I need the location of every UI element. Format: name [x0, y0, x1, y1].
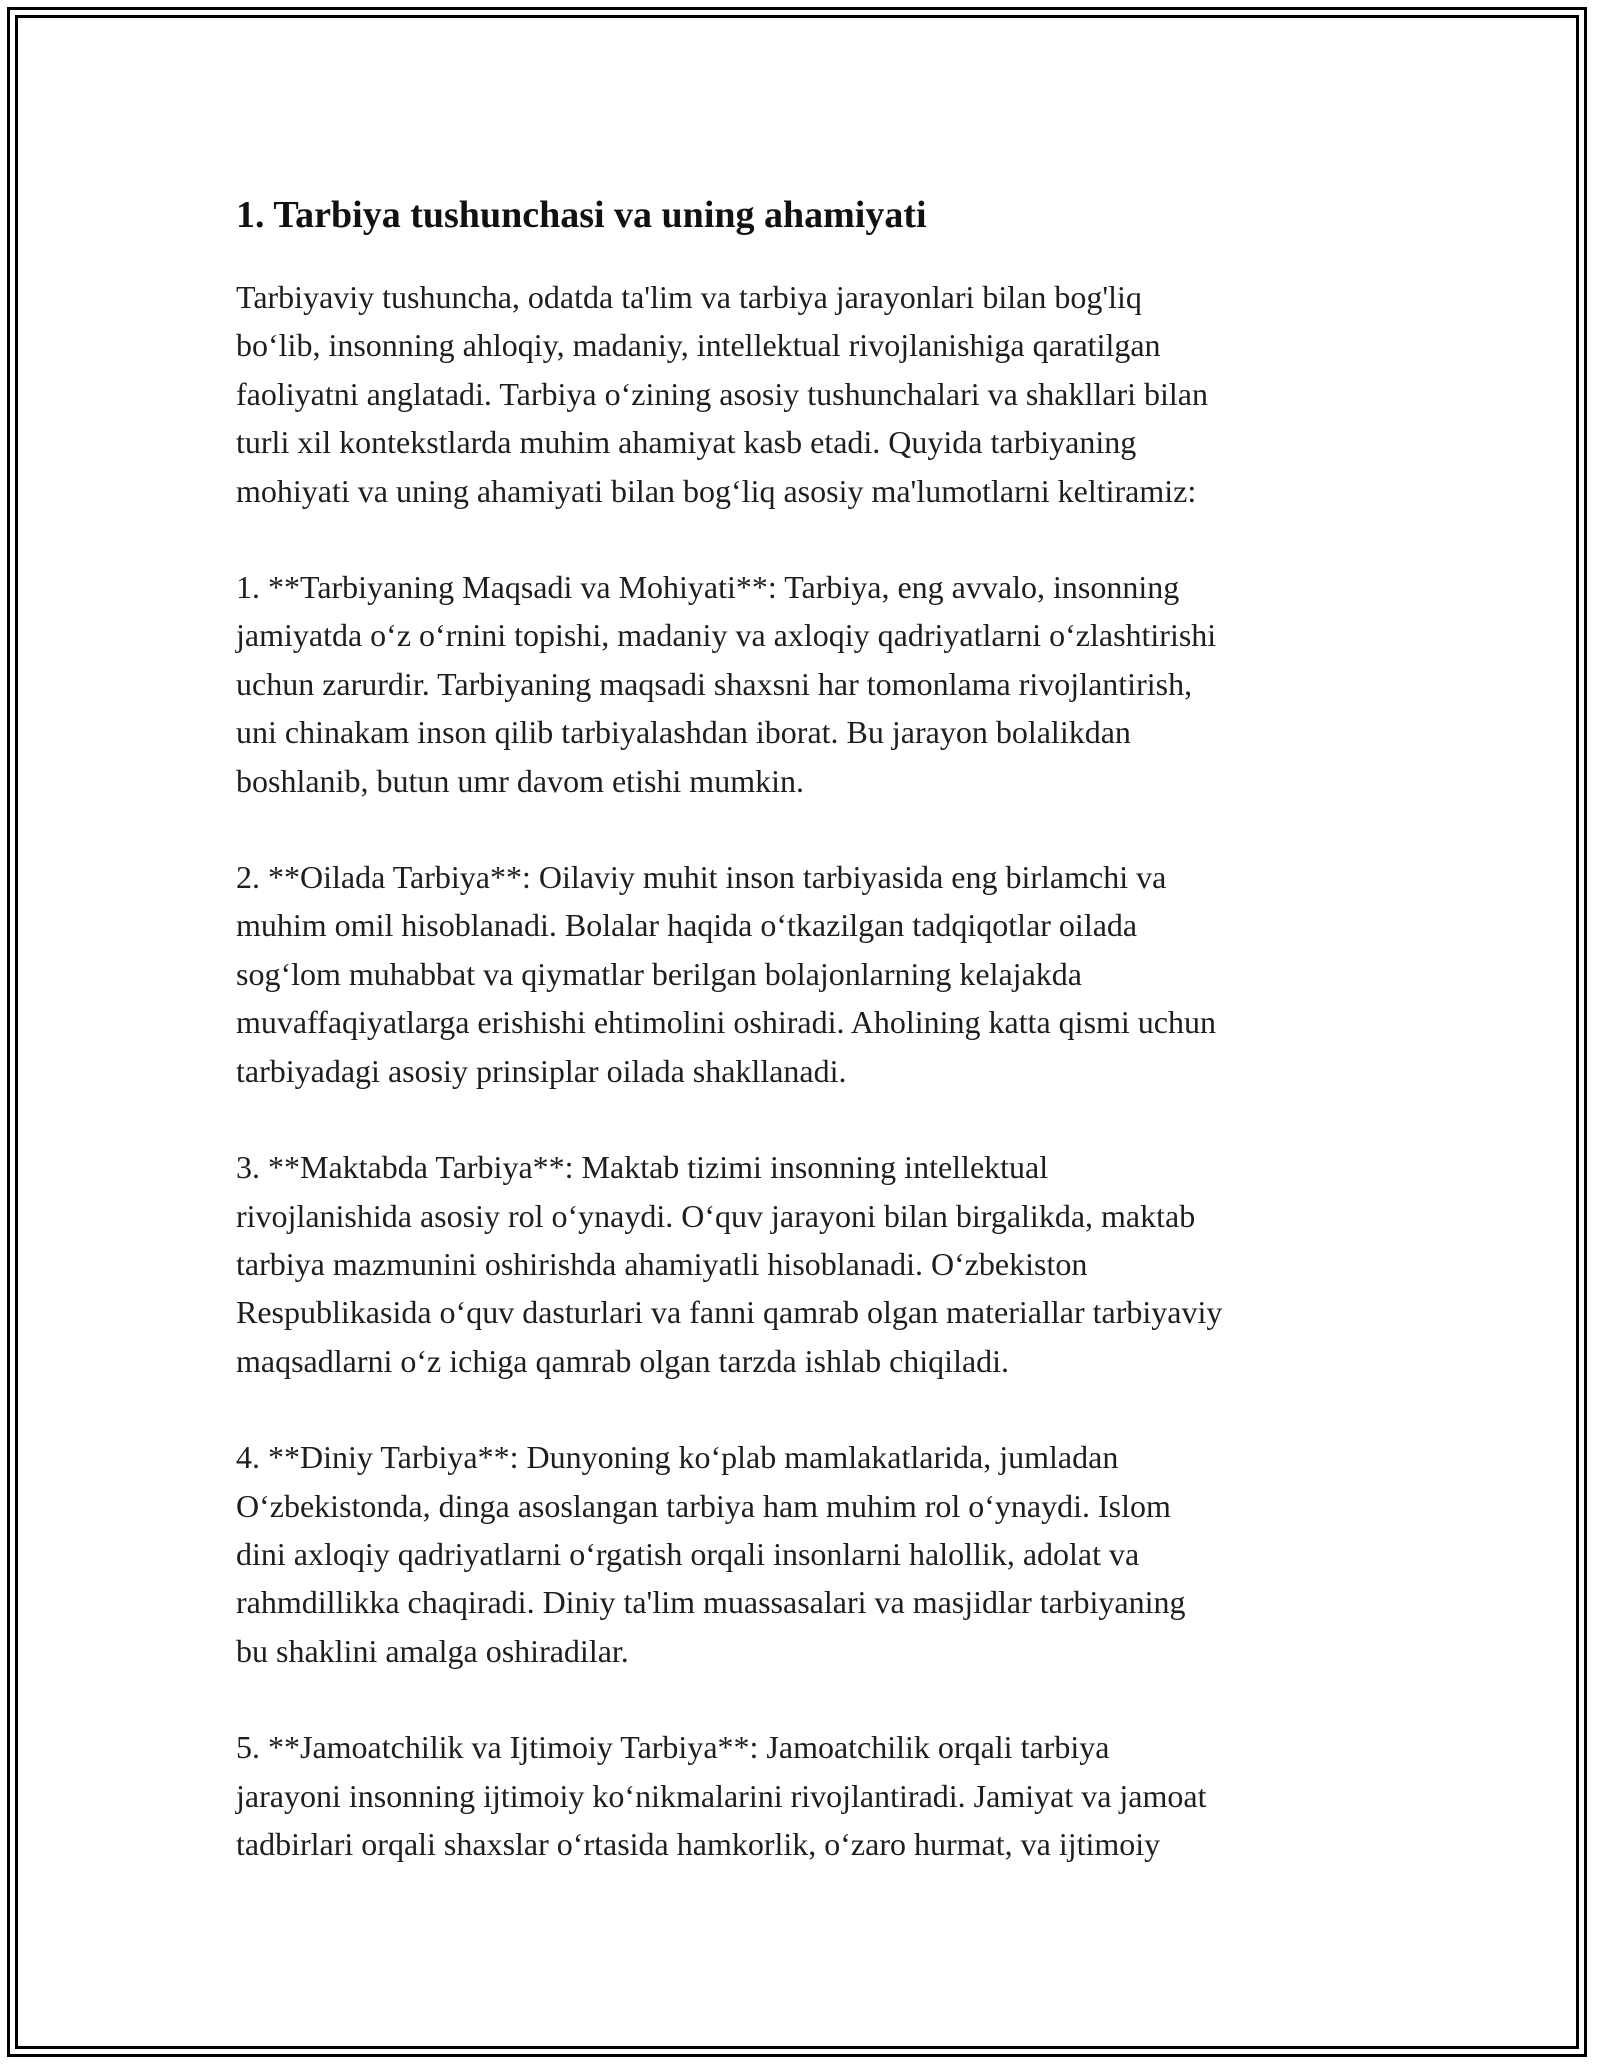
paragraph-item-4: 4. **Diniy Tarbiya**: Dunyoning ko‘plab mamlakatlarida, jumladan O‘zbekistonda, dinga asoslangan tarbiya ham muhim rol o‘ynaydi. Islom dini axloqiy qadriyatlarni o‘rgatish orqali insonlarni halollik, adolat va rahmdillikka chaqiradi. Diniy ta'lim muassasalari va masjidlar tarbiyaning bu shaklini amalga oshiradilar. — [236, 1439, 1186, 1669]
paragraph-item-1: 1. **Tarbiyaning Maqsadi va Mohiyati**: Tarbiya, eng avvalo, insonning jamiyatda o‘z o‘rnini topishi, madaniy va axloqiy qadriyatlarni o‘zlashtirishi uchun zarurdir. Tarbiyaning maqsadi shaxsni har tomonlama rivojlantirish, uni chinakam inson qilib tarbiyalashdan iborat. Bu jarayon bolalikdan boshlanib, butun umr davom etishi mumkin. — [236, 569, 1217, 799]
document-body — [236, 183, 1376, 1868]
intro-paragraph: Tarbiyaviy tushuncha, odatda ta'lim va tarbiya jarayonlari bilan bog'liq bo‘lib, insonning ahloqiy, madaniy, intellektual rivojlanishiga qaratilgan faoliyatni anglatadi. Tarbiya o‘zining asosiy tushunchalari va shakllari bilan turli xil kontekstlarda muhim ahamiyat kasb etadi. Quyida tarbiyaning mohiyati va uning ahamiyati bilan bog‘liq asosiy ma'lumotlarni keltiramiz: — [236, 279, 1208, 509]
section-heading: 1. Tarbiya tushunchasi va uning ahamiyati — [236, 194, 927, 236]
paragraph-item-2: 2. **Oilada Tarbiya**: Oilaviy muhit inson tarbiyasida eng birlamchi va muhim omil hisoblanadi. Bolalar haqida o‘tkazilgan tadqiqotlar oilada sog‘lom muhabbat va qiymatlar berilgan bolajonlarning kelajakda muvaffaqiyatlarga erishishi ehtimolini oshiradi. Aholining katta qismi uchun tarbiyadagi asosiy prinsiplar oilada shakllanadi. — [236, 859, 1216, 1089]
paragraph-item-5: 5. **Jamoatchilik va Ijtimoiy Tarbiya**: Jamoatchilik orqali tarbiya jarayoni insonning ijtimoiy ko‘nikmalarini rivojlantiradi. Jamiyat va jamoat tadbirlari orqali shaxslar o‘rtasida hamkorlik, o‘zaro hurmat, va ijtimoiy — [236, 1729, 1207, 1862]
paragraph-item-3: 3. **Maktabda Tarbiya**: Maktab tizimi insonning intellektual rivojlanishida asosiy rol o‘ynaydi. O‘quv jarayoni bilan birgalikda, maktab tarbiya mazmunini oshirishda ahamiyatli hisoblanadi. O‘zbekiston Respublikasida o‘quv dasturlari va fanni qamrab olgan materiallar tarbiyaviy maqsadlarni o‘z ichiga qamrab olgan tarzda ishlab chiqiladi. — [236, 1149, 1223, 1379]
